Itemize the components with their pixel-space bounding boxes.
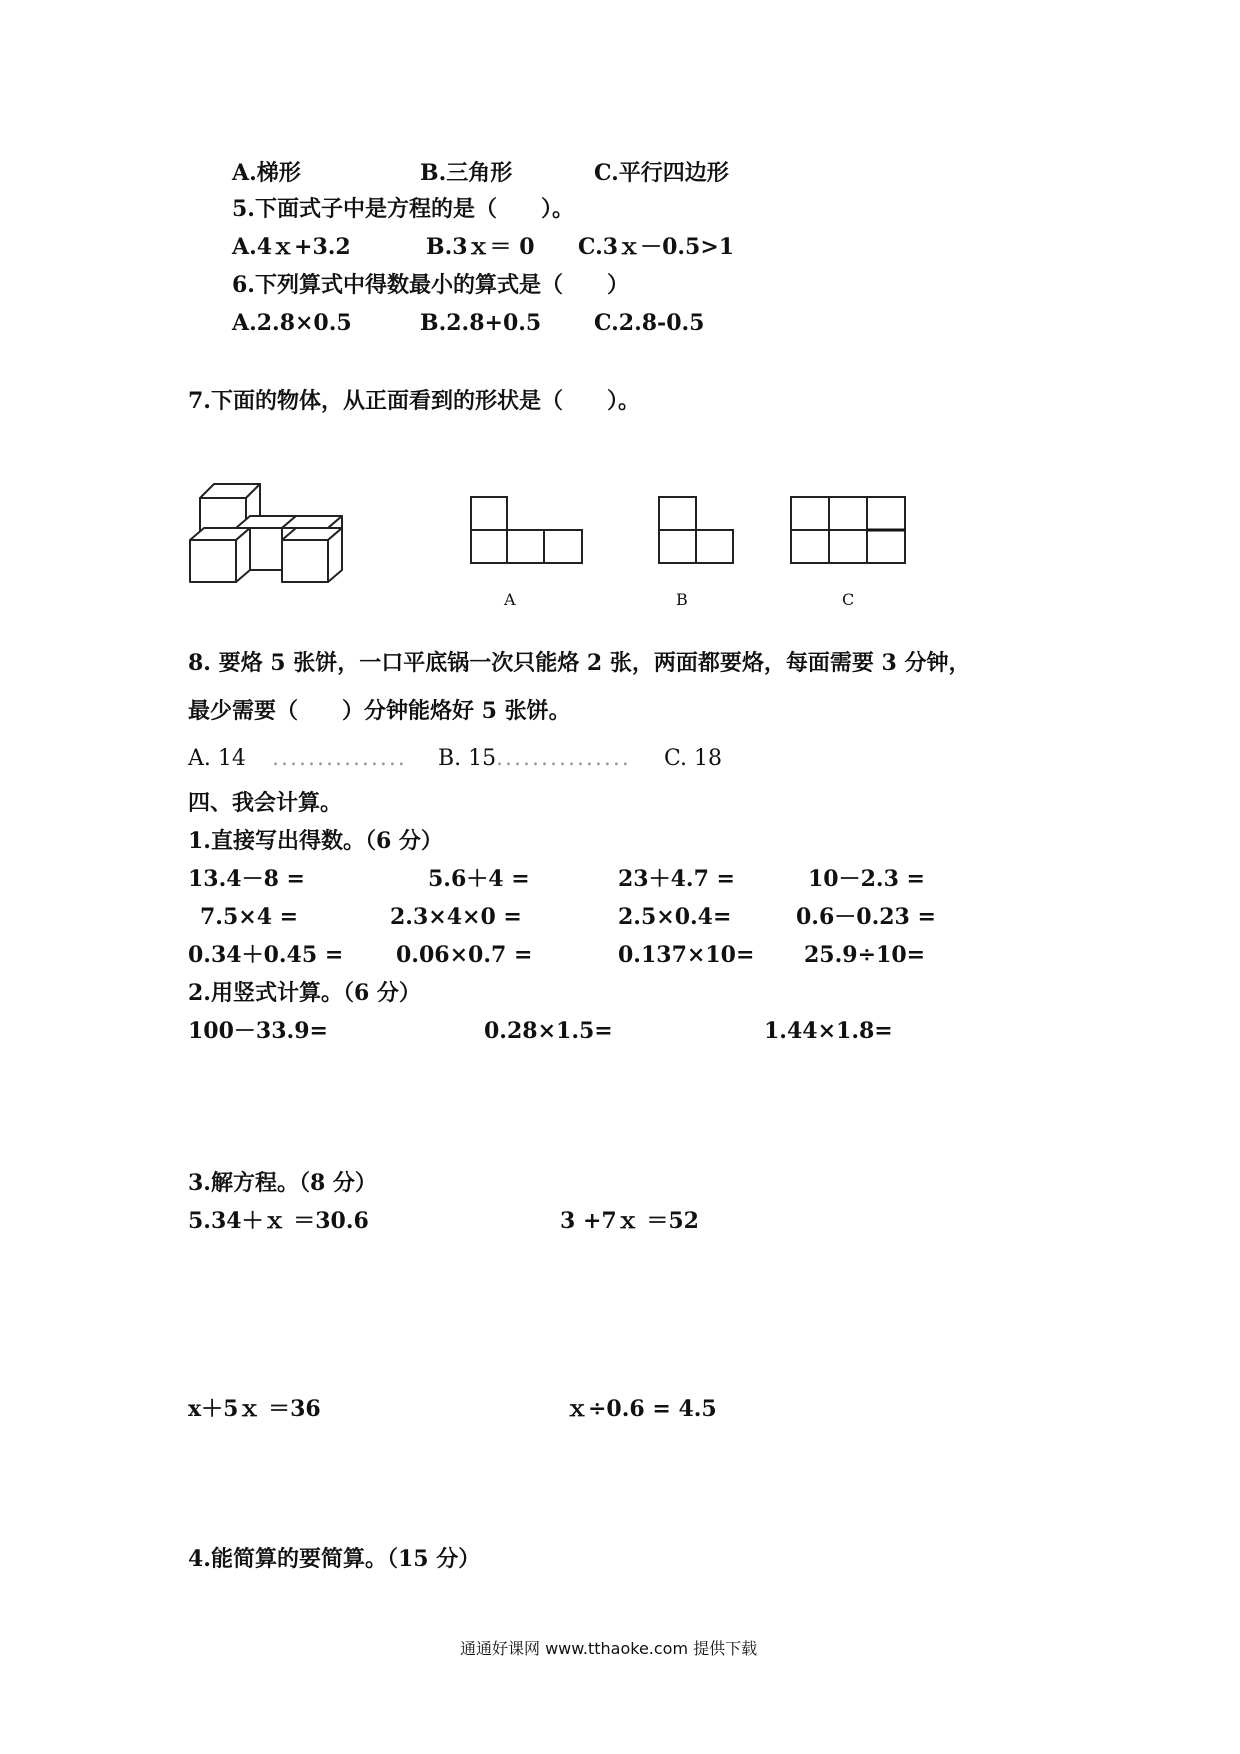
q7-option-c-figure	[790, 496, 908, 566]
q7-label-a: A	[504, 590, 516, 609]
calc3-item: ｘ÷0.6 = 4.5	[566, 1396, 717, 1422]
q7-option-b-figure	[658, 496, 738, 566]
q7-stem: 7.下面的物体，从正面看到的形状是（ ）。	[188, 388, 640, 414]
calc1-item: 0.06×0.7 =	[396, 942, 533, 968]
calc3-item: 3 +7ｘ ＝52	[560, 1208, 699, 1234]
q6-option-c: C.2.8-0.5	[594, 310, 705, 336]
q7-option-a-figure	[470, 496, 586, 566]
q7-label-b: B	[676, 590, 688, 609]
calc1-item: 25.9÷10=	[804, 942, 926, 968]
q5-option-c: C.3ｘ－0.5>1	[578, 234, 735, 260]
q8-option-a: A. 14	[188, 746, 246, 771]
q4-option-a: A.梯形	[232, 160, 301, 186]
calc1-item: 0.34＋0.45 =	[188, 942, 344, 968]
q8-line-1: 8. 要烙 5 张饼，一口平底锅一次只能烙 2 张，两面都要烙，每面需要 3 分钟，	[188, 650, 971, 676]
q8-option-b: B. 15	[438, 746, 497, 771]
calc4-title: 4.能简算的要简算。（15 分）	[188, 1546, 481, 1572]
calc1-title: 1.直接写出得数。（6 分）	[188, 828, 443, 854]
page-footer: 通通好课网 www.tthaoke.com 提供下载	[460, 1639, 758, 1658]
q8-line-2: 最少需要（ ）分钟能烙好 5 张饼。	[188, 698, 571, 724]
calc3-title: 3.解方程。（8 分）	[188, 1170, 377, 1196]
q7-cube-object	[186, 478, 356, 584]
q5-option-a: A.4ｘ+3.2	[232, 234, 351, 260]
calc3-item: x＋5ｘ ＝36	[188, 1396, 321, 1422]
q5-option-b: B.3ｘ＝ 0	[426, 234, 535, 260]
calc1-item: 7.5×4 =	[200, 904, 299, 930]
q6-option-a: A.2.8×0.5	[232, 310, 352, 336]
dotted-leader: ...............	[496, 746, 631, 771]
q8-option-c: C. 18	[664, 746, 723, 771]
q6-stem: 6.下列算式中得数最小的算式是（ ）	[232, 272, 629, 298]
calc1-item: 2.5×0.4=	[618, 904, 732, 930]
q7-label-c: C	[842, 590, 855, 609]
calc1-item: 23＋4.7 =	[618, 866, 735, 892]
q4-option-c: C.平行四边形	[594, 160, 729, 186]
calc3-item: 5.34＋ｘ ＝30.6	[188, 1208, 369, 1234]
q5-stem: 5.下面式子中是方程的是（ ）。	[232, 196, 574, 222]
calc1-item: 5.6＋4 =	[428, 866, 530, 892]
calc1-item: 13.4－8 =	[188, 866, 305, 892]
calc1-item: 0.137×10=	[618, 942, 755, 968]
calc2-item: 100－33.9=	[188, 1018, 328, 1044]
calc1-item: 0.6－0.23 =	[796, 904, 936, 930]
calc2-title: 2.用竖式计算。（6 分）	[188, 980, 421, 1006]
dotted-leader: ...............	[272, 746, 407, 771]
calc2-item: 0.28×1.5=	[484, 1018, 613, 1044]
calc1-item: 2.3×4×0 =	[390, 904, 522, 930]
section-4-title: 四、我会计算。	[188, 790, 343, 816]
q4-option-b: B.三角形	[420, 160, 513, 186]
calc2-item: 1.44×1.8=	[764, 1018, 893, 1044]
q6-option-b: B.2.8+0.5	[420, 310, 542, 336]
calc1-item: 10－2.3 =	[808, 866, 925, 892]
